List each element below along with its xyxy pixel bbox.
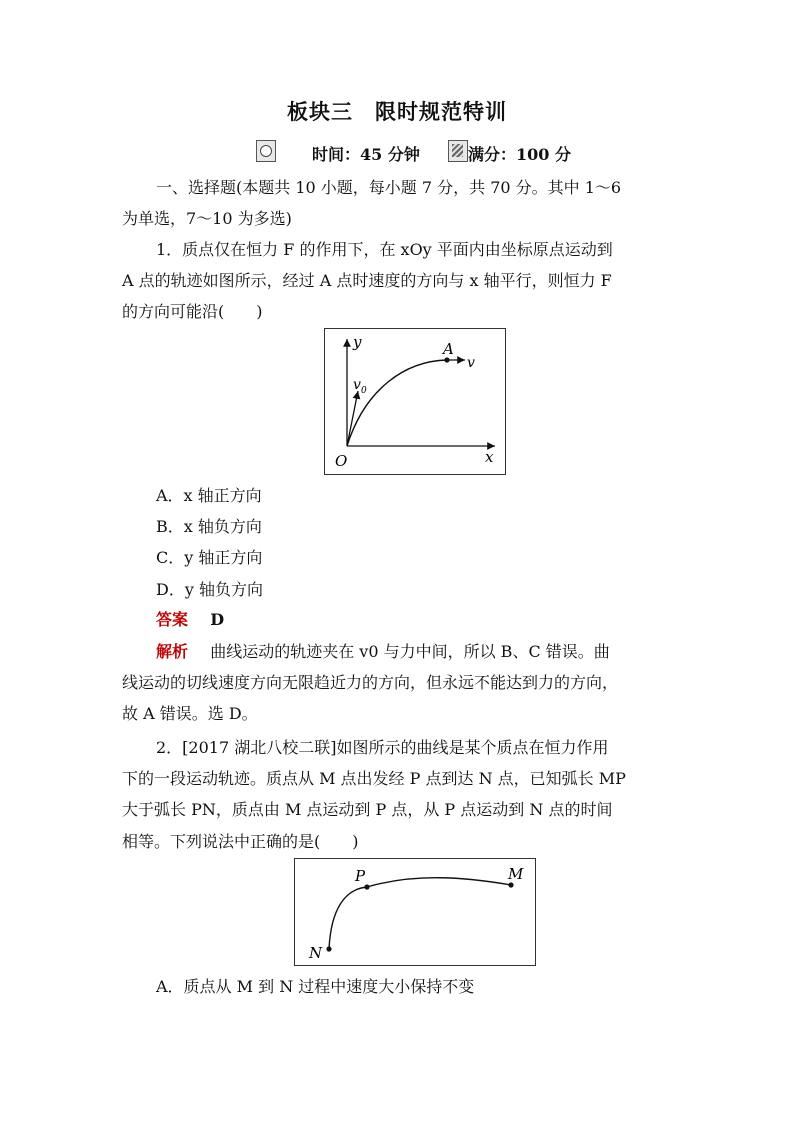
exam-meta [250, 140, 610, 166]
q2-trajectory-diagram [295, 859, 535, 965]
q1-answer [156, 604, 678, 635]
velocity-v0-arrow [347, 391, 358, 446]
label-a: A [443, 340, 454, 358]
q2-stem-line4: 相等。下列说法中正确的是( ) [122, 832, 359, 851]
point-n [326, 946, 331, 951]
q2-stem-line3: 大于弧长 PN，质点由 M 点运动到 P 点，从 P 点运动到 N 点的时间 [122, 800, 613, 819]
clock-icon [256, 140, 276, 162]
label-v0-sub: 0 [361, 386, 367, 396]
full-score: 满分：100 分 [468, 145, 571, 164]
analysis-line3: 故 A 错误。选 D。 [122, 704, 258, 723]
q2-stem-line2: 下的一段运动轨迹。质点从 M 点出发经 P 点到达 N 点，已知弧长 MP [122, 769, 626, 788]
q1-option-b: B．x 轴负方向 [156, 517, 262, 536]
label-v: v [467, 355, 475, 371]
trajectory-curve [347, 360, 447, 446]
q1-stem-line1: 1．质点仅在恒力 F 的作用下，在 xOy 平面内由坐标原点运动到 [156, 240, 613, 259]
section-heading [122, 172, 678, 203]
q2-option-a: A．质点从 M 到 N 过程中速度大小保持不变 [156, 977, 475, 996]
q2-curve [329, 878, 511, 949]
q1-trajectory-diagram [325, 329, 505, 474]
q2-stem-line1: 2．[2017 湖北八校二联]如图所示的曲线是某个质点在恒力作用 [156, 738, 609, 757]
analysis-label: 解析 [156, 642, 189, 661]
analysis-line2: 线运动的切线速度方向无限趋近力的方向，但永远不能达到力的方向， [122, 673, 619, 692]
label-origin: O [335, 452, 348, 470]
q1-stem-line3: 的方向可能沿( ) [122, 302, 263, 321]
page-title: 板块三 限时规范特训 [287, 99, 507, 124]
q1-option-a: A．x 轴正方向 [156, 486, 262, 505]
point-a [444, 357, 449, 362]
label-n: N [309, 944, 323, 962]
point-p [364, 884, 369, 889]
analysis-line1: 曲线运动的轨迹夹在 v0 与力中间，所以 B、C 错误。曲 [210, 642, 610, 661]
label-v0: v [353, 377, 361, 393]
label-p: P [355, 867, 366, 885]
section-heading-cont [122, 203, 678, 234]
q1-analysis-line1-row [156, 636, 678, 667]
label-x: x [485, 448, 494, 466]
q2-figure [294, 858, 536, 966]
section-heading-line2: 为单选，7～10 为多选) [122, 209, 292, 228]
score-icon [448, 140, 468, 162]
q1-option-d: D．y 轴负方向 [156, 580, 263, 599]
time-limit: 时间：45 分钟 [312, 145, 420, 164]
label-m: M [508, 865, 524, 883]
answer-label: 答案 [156, 610, 189, 629]
q1-stem-line2: A 点的轨迹如图所示，经过 A 点时速度的方向与 x 轴平行，则恒力 F [122, 271, 612, 290]
q1-option-c: C．y 轴正方向 [156, 548, 263, 567]
section-heading-line1: 一、选择题(本题共 10 小题，每小题 7 分，共 70 分。其中 1～6 [156, 178, 622, 197]
q1-figure [324, 328, 506, 475]
label-y: y [353, 333, 362, 351]
point-m [508, 882, 513, 887]
answer-value: D [210, 610, 225, 629]
